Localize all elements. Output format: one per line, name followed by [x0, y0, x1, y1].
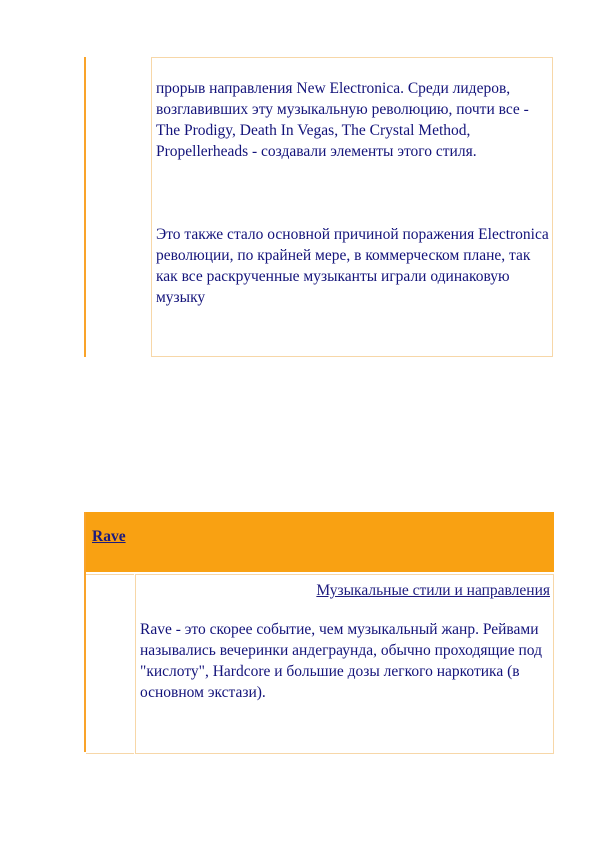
music-styles-link[interactable]: Музыкальные стили и направления — [316, 582, 550, 599]
paragraph-rave-description: Rave - это скорее событие, чем музыкальный жанр. Рейвами назывались вечеринки андеграунда, обычно проходящие под "кислоту", Hardcore и большие дозы легкого наркотика (в основном экстази). — [140, 621, 542, 701]
left-accent-bar-top — [84, 57, 86, 357]
rave-title-link[interactable]: Rave — [92, 528, 126, 545]
paragraph-electronica-leaders: прорыв направления New Electronica. Среди лидеров, возглавивших эту музыкальную революцию, почти все - The Prodigy, Death In Vegas, The Crystal Method, Propellerheads - создавали элементы этого стиля. — [156, 80, 529, 160]
rave-left-cell — [86, 574, 134, 754]
rave-header-bar — [86, 512, 554, 572]
paragraph-electronica-defeat: Это также стало основной причиной поражения Electronica революции, по крайней мере, в коммерческом плане, так как все раскрученные музыканты играли одинаковую музыку — [156, 226, 549, 306]
